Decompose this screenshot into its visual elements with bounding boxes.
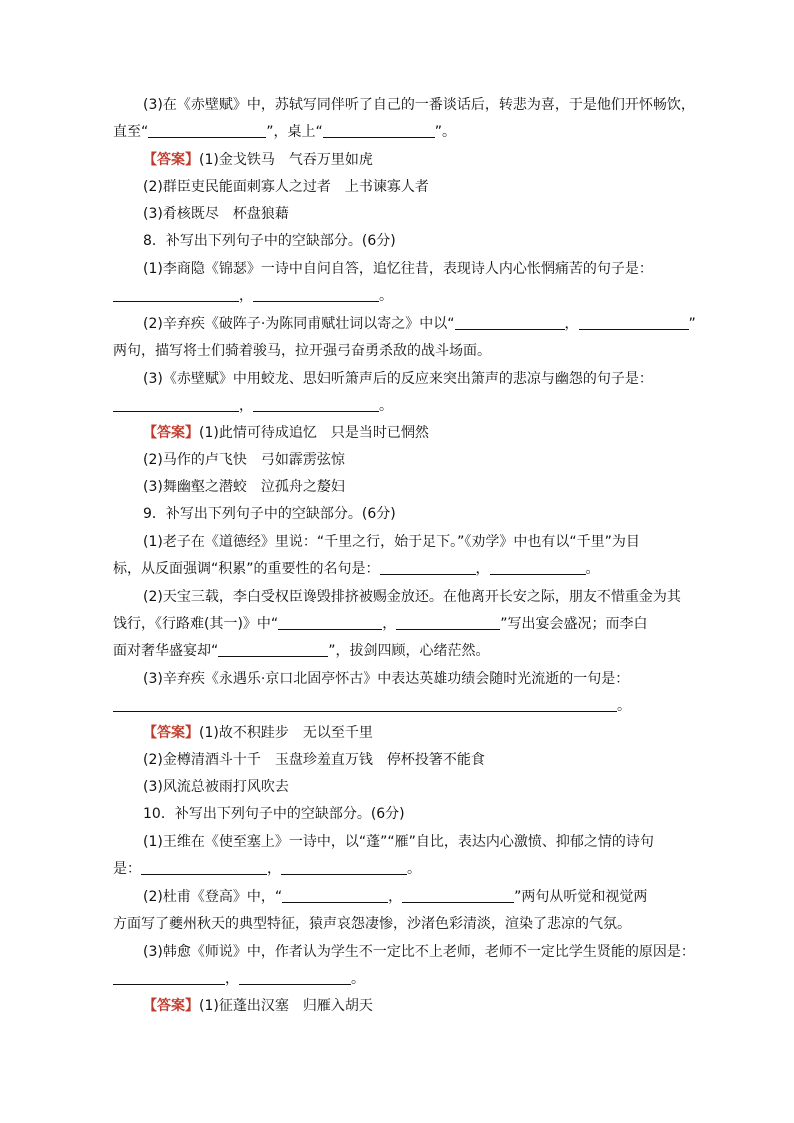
- text: ”: [688, 316, 696, 332]
- text: ，: [225, 971, 239, 987]
- q8-part1-line1: (1)李商隐《锦瑟》一诗中自问自答，追忆往昔，表现诗人内心怅惘痛苦的句子是：: [143, 261, 653, 277]
- answer-line: [143, 149, 683, 171]
- answer-blank[interactable]: [113, 396, 239, 412]
- text: 是：: [113, 861, 141, 877]
- text: 。: [585, 561, 600, 577]
- answer-blank[interactable]: [239, 969, 351, 985]
- text: ，: [564, 316, 579, 332]
- text: ，: [382, 616, 397, 632]
- q10-part1-line1: (1)王维在《使至塞上》一诗中，以“蓬”“雁”自比，表达内心激愤、抑郁之情的诗句: [143, 834, 654, 850]
- q7-part3-line1: (3)在《赤壁赋》中，苏轼写同伴听了自己的一番谈话后，转悲为喜，于是他们开怀畅饮，: [143, 97, 695, 113]
- answer-text: (1)金戈铁马 气吞万里如虎: [199, 152, 373, 168]
- answer-blank[interactable]: [141, 859, 267, 875]
- q9-part3-line1: (3)辛弃疾《永遇乐·京口北固亭怀古》中表达英雄功绩会随时光流逝的一句是：: [143, 671, 630, 687]
- question-title: 10．补写出下列句子中的空缺部分。(6分): [143, 806, 405, 822]
- answer-line: (2)马作的卢飞快 弓如霹雳弦惊: [143, 452, 345, 468]
- text: 标，从反面强调“积累”的重要性的名句是：: [113, 561, 380, 577]
- q9-part2-line3: [113, 640, 683, 662]
- answer-tag: 【答案】: [143, 425, 199, 441]
- answer-blank[interactable]: [323, 122, 435, 138]
- answer-blank[interactable]: [218, 641, 328, 657]
- q10-part2-line2: 方面写了夔州秋天的典型特征，猿声哀怨凄惨，沙渚色彩清淡，渲染了悲凉的气氛。: [113, 916, 631, 932]
- q10-part3-line2: [113, 968, 683, 990]
- q8-part1-line2: [113, 285, 683, 307]
- q10-part2-line1: [143, 886, 683, 908]
- text: 。: [379, 288, 393, 304]
- q9-part1-line2: [113, 558, 683, 580]
- q9-part2-line2: [113, 613, 683, 635]
- text: 饯行，《行路难(其一)》中“: [113, 616, 279, 632]
- answer-blank[interactable]: [402, 887, 514, 903]
- answer-blank[interactable]: [148, 122, 266, 138]
- text: ，: [239, 398, 253, 414]
- text: 。: [617, 698, 631, 714]
- text: (2)辛弃疾《破阵子·为陈同甫赋壮词以寄之》中以“: [143, 316, 455, 332]
- answer-text: (1)故不积跬步 无以至千里: [199, 725, 373, 741]
- answer-line: [143, 722, 683, 744]
- answer-blank[interactable]: [396, 614, 500, 630]
- text: ”，桌上“: [266, 124, 323, 140]
- q8-part2-line2: 两句，描写将士们骑着骏马，拉开强弓奋勇杀敌的战斗场面。: [113, 343, 491, 359]
- answer-blank[interactable]: [490, 559, 586, 575]
- text: 面对奢华盛宴却“: [113, 643, 219, 659]
- answer-blank[interactable]: [253, 396, 379, 412]
- answer-blank[interactable]: [455, 314, 565, 330]
- text: 直至“: [113, 124, 149, 140]
- text: 。: [379, 398, 393, 414]
- answer-line: (3)风流总被雨打风吹去: [143, 779, 289, 795]
- answer-blank[interactable]: [579, 314, 689, 330]
- answer-blank[interactable]: [282, 887, 388, 903]
- q10-part1-line2: [113, 858, 683, 880]
- q8-part3-line1: (3)《赤壁赋》中用蛟龙、思妇听箫声后的反应来突出箫声的悲凉与幽怨的句子是：: [143, 371, 653, 387]
- answer-line: (2)群臣吏民能面刺寡人之过者 上书谏寡人者: [143, 179, 429, 195]
- answer-line: [143, 995, 683, 1017]
- text: ，: [475, 561, 490, 577]
- q9-part3-line2: [113, 695, 683, 717]
- text: ，: [239, 288, 253, 304]
- text: ”两句从听觉和视觉两: [514, 889, 648, 905]
- q8-part2-line1: [143, 313, 696, 335]
- q9-part1-line1: (1)老子在《道德经》里说：“千里之行，始于足下。”《劝学》中也有以“千里”为目: [143, 534, 640, 550]
- answer-tag: 【答案】: [143, 725, 199, 741]
- answer-text: (1)此情可待成追忆 只是当时已惘然: [199, 425, 429, 441]
- question-title: 8．补写出下列句子中的空缺部分。(6分): [143, 233, 396, 249]
- answer-blank[interactable]: [113, 696, 617, 712]
- text: 。: [407, 861, 421, 877]
- answer-line: [143, 422, 683, 444]
- text: ，: [388, 889, 403, 905]
- answer-blank[interactable]: [253, 286, 379, 302]
- text: ”。: [434, 124, 457, 140]
- answer-text: (1)征蓬出汉塞 归雁入胡天: [199, 998, 373, 1014]
- text: (2)杜甫《登高》中，“: [143, 889, 283, 905]
- text: ，: [267, 861, 281, 877]
- answer-blank[interactable]: [281, 859, 407, 875]
- q7-part3-line2: [113, 121, 683, 143]
- answer-line: (3)肴核既尽 杯盘狼藉: [143, 206, 289, 222]
- text: ”，拔剑四顾，心绪茫然。: [328, 643, 490, 659]
- answer-tag: 【答案】: [143, 998, 199, 1014]
- answer-blank[interactable]: [113, 969, 225, 985]
- q9-part2-line1: (2)天宝三载，李白受权臣谗毁排挤被赐金放还。在他离开长安之际，朋友不惜重金为其: [143, 589, 681, 605]
- text: 。: [351, 971, 365, 987]
- answer-line: (2)金樽清酒斗十千 玉盘珍羞直万钱 停杯投箸不能食: [143, 752, 485, 768]
- answer-blank[interactable]: [278, 614, 382, 630]
- answer-blank[interactable]: [380, 559, 476, 575]
- answer-line: (3)舞幽壑之潜蛟 泣孤舟之嫠妇: [143, 479, 345, 495]
- q8-part3-line2: [113, 395, 683, 417]
- question-title: 9．补写出下列句子中的空缺部分。(6分): [143, 506, 396, 522]
- text: ”写出宴会盛况；而李白: [500, 616, 648, 632]
- q10-part3-line1: (3)韩愈《师说》中，作者认为学生不一定比不上老师，老师不一定比学生贤能的原因是：: [143, 944, 695, 960]
- answer-blank[interactable]: [113, 286, 239, 302]
- answer-tag: 【答案】: [143, 152, 199, 168]
